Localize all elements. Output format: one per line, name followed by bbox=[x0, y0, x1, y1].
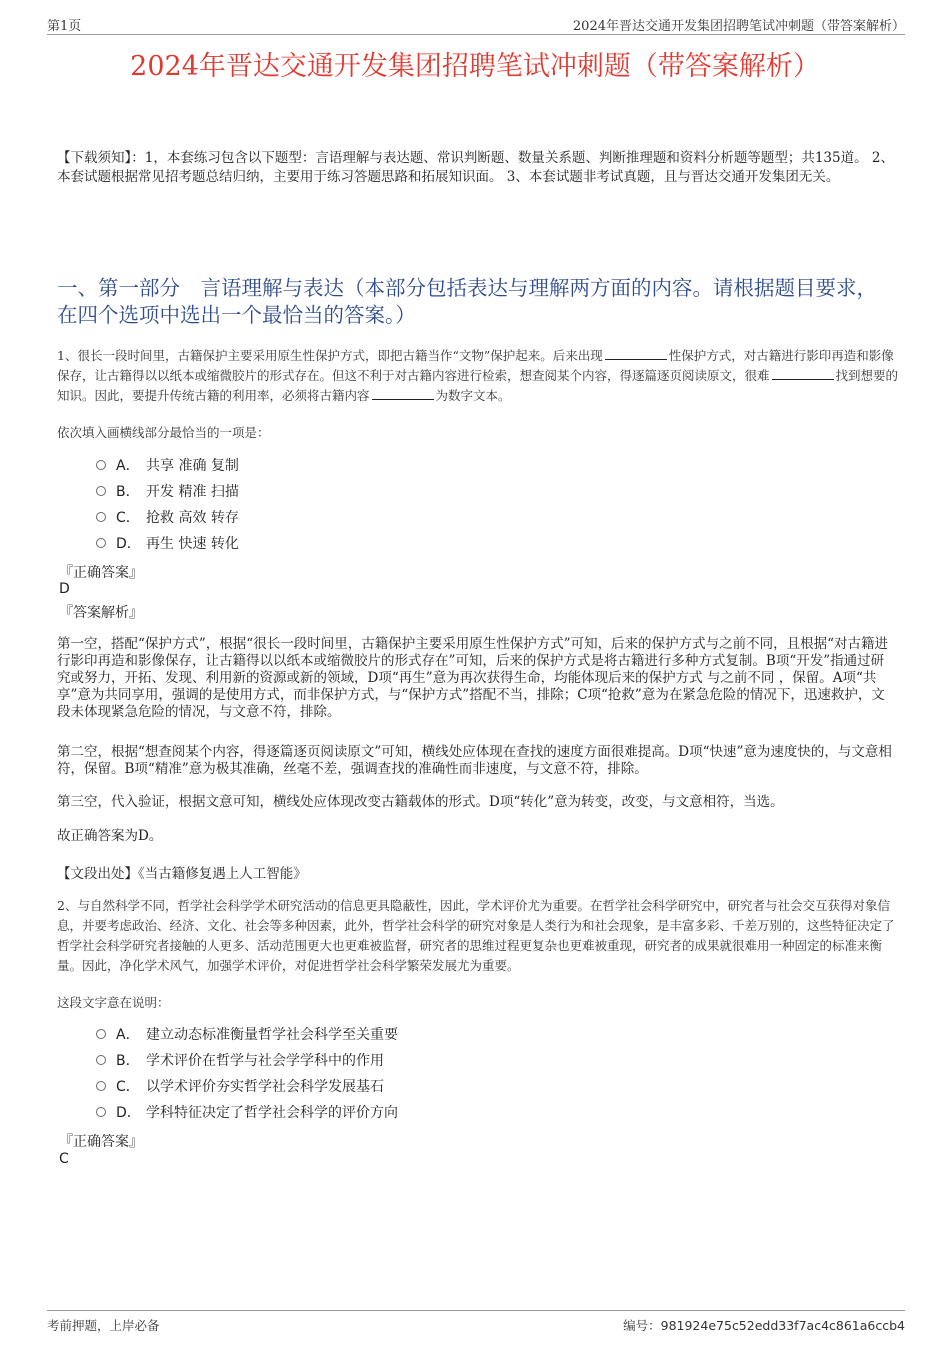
download-notice: 【下载须知】：1，本套练习包含以下题型：言语理解与表达题、常识判断题、数量关系题、判断推理题和资料分析题等题型；共135道。 2、本套试题根据常见招考题总结归纳，主要用于练习答题思路和拓展知识面。 3、本套试题非考试真题，且与晋达交通开发集团无关。 bbox=[57, 150, 894, 185]
footer-serial-number: 编号：981924e75c52edd33f7ac4c861a6ccb4 bbox=[623, 1318, 905, 1333]
q2-option-d[interactable]: D． 学科特征决定了哲学社会科学的评价方向 bbox=[96, 1102, 398, 1124]
page-footer bbox=[47, 1310, 905, 1333]
q1-option-c[interactable]: C． 抢救 高效 转存 bbox=[96, 507, 239, 529]
blank-2 bbox=[772, 367, 834, 380]
q1-option-a[interactable]: A． 共享 准确 复制 bbox=[96, 455, 239, 477]
blank-1 bbox=[605, 347, 667, 360]
radio-icon[interactable] bbox=[96, 1055, 106, 1065]
question-2-prompt: 这段文字意在说明： bbox=[57, 995, 170, 1010]
q1-text-part3: 找到想要的知识。因此，要提升传统古籍的利用率，必须将古籍内容 bbox=[57, 368, 899, 403]
q2-answer-label: 『正确答案』 bbox=[59, 1134, 143, 1150]
footer-slogan: 考前押题，上岸必备 bbox=[47, 1318, 160, 1333]
question-1-text bbox=[57, 346, 902, 406]
radio-icon[interactable] bbox=[96, 460, 106, 470]
page-number: 第1页 bbox=[47, 19, 82, 34]
q1-analysis-paragraph-2: 第二空，根据“想查阅某个内容，得逐篇逐页阅读原文”可知，横线处应体现在查找的速度方面很难提高。D项“快速”意为速度快的，与文意相符，保留。B项“精准”意为极其准确，丝毫不差，强调查找的准确性而非速度，与文意不符，排除。 bbox=[57, 744, 892, 777]
q1-analysis-label: 『答案解析』 bbox=[59, 605, 143, 621]
section-heading: 一、第一部分 言语理解与表达（本部分包括表达与理解两方面的内容。请根据题目要求，在四个选项中选出一个最恰当的答案。） bbox=[57, 276, 877, 327]
q1-option-b[interactable]: B． 开发 精准 扫描 bbox=[96, 481, 239, 503]
q1-answer: D bbox=[59, 581, 70, 597]
q1-source: 【文段出处】《当古籍修复遇上人工智能》 bbox=[57, 866, 307, 882]
page-header bbox=[47, 14, 905, 35]
question-2-text: 2、与自然科学不同，哲学社会科学学术研究活动的信息更具隐蔽性，因此，学术评价尤为重要。在哲学社会科学研究中，研究者与社会交互获得对象信息，并要考虑政治、经济、文化、社会等多种因素，此外，哲学社会科学的研究对象是人类行为和社会现象，是丰富多彩、千差万别的，这些特征决定了哲学社会科学研究者接触的人更多、活动范围更大也更难被监督，研究者的思维过程更复杂也更难被重现，研究者的成果就很难用一种固定的标准来衡量。因此，净化学术风气，加强学术评价，对促进哲学社会科学繁荣发展尤为重要。 bbox=[57, 898, 895, 973]
radio-icon[interactable] bbox=[96, 486, 106, 496]
radio-icon[interactable] bbox=[96, 538, 106, 548]
q1-analysis-paragraph-3: 第三空，代入验证，根据文意可知，横线处应体现改变古籍载体的形式。D项“转化”意为转变，改变，与文意相符，当选。 bbox=[57, 794, 784, 810]
header-doc-name: 2024年晋达交通开发集团招聘笔试冲刺题（带答案解析） bbox=[572, 19, 905, 34]
q1-text-part1: 1、很长一段时间里，古籍保护主要采用原生性保护方式，即把古籍当作“文物”保护起来。后来出现 bbox=[57, 348, 603, 363]
document-title: 2024年晋达交通开发集团招聘笔试冲刺题（带答案解析） bbox=[130, 51, 820, 82]
q2-option-b[interactable]: B． 学术评价在哲学与社会学学科中的作用 bbox=[96, 1050, 384, 1072]
q2-option-a[interactable]: A． 建立动态标准衡量哲学社会科学至关重要 bbox=[96, 1024, 398, 1046]
q1-analysis-paragraph-4: 故正确答案为D。 bbox=[57, 828, 163, 844]
question-1-prompt: 依次填入画横线部分最恰当的一项是： bbox=[57, 425, 270, 440]
q2-answer: C bbox=[59, 1151, 69, 1167]
radio-icon[interactable] bbox=[96, 1029, 106, 1039]
q1-text-part2: 性保护方式，对古籍进行影印再造和影像保存，让古籍得以以纸本或缩微胶片的形式存在。但这不利于对古籍内容进行检索，想查阅某个内容，得逐篇逐页阅读原文，很难 bbox=[57, 348, 894, 383]
q1-analysis-paragraph-1: 第一空，搭配“保护方式”，根据“很长一段时间里，古籍保护主要采用原生性保护方式”可知，后来的保护方式与之前不同，且根据“对古籍进行影印再造和影像保存，让古籍得以以纸本或缩微胶片的形式存在”可知，后来的保护方式是将古籍进行多种方式复制。B项“开发”指通过研究或努力，开拓、发现、利用新的资源或新的领域，D项“再生”意为再次获得生命，均能体现后来的保护方式 与之前不同 ，保留。A项“共享”意为共同享用，强调的是使用方式，而非保护方式，与“保护方式”搭配不当，排除；C项“抢救”意为在紧急危险的情况下，迅速救护，文段未体现紧急危险的情况，与文意不符，排除。 bbox=[57, 636, 889, 720]
q1-answer-label: 『正确答案』 bbox=[59, 565, 143, 581]
q2-option-c[interactable]: C． 以学术评价夯实哲学社会科学发展基石 bbox=[96, 1076, 384, 1098]
q1-option-d[interactable]: D． 再生 快速 转化 bbox=[96, 533, 239, 555]
radio-icon[interactable] bbox=[96, 1081, 106, 1091]
q1-text-part4: 为数字文本。 bbox=[435, 388, 511, 403]
radio-icon[interactable] bbox=[96, 1107, 106, 1117]
radio-icon[interactable] bbox=[96, 512, 106, 522]
blank-3 bbox=[372, 387, 434, 400]
